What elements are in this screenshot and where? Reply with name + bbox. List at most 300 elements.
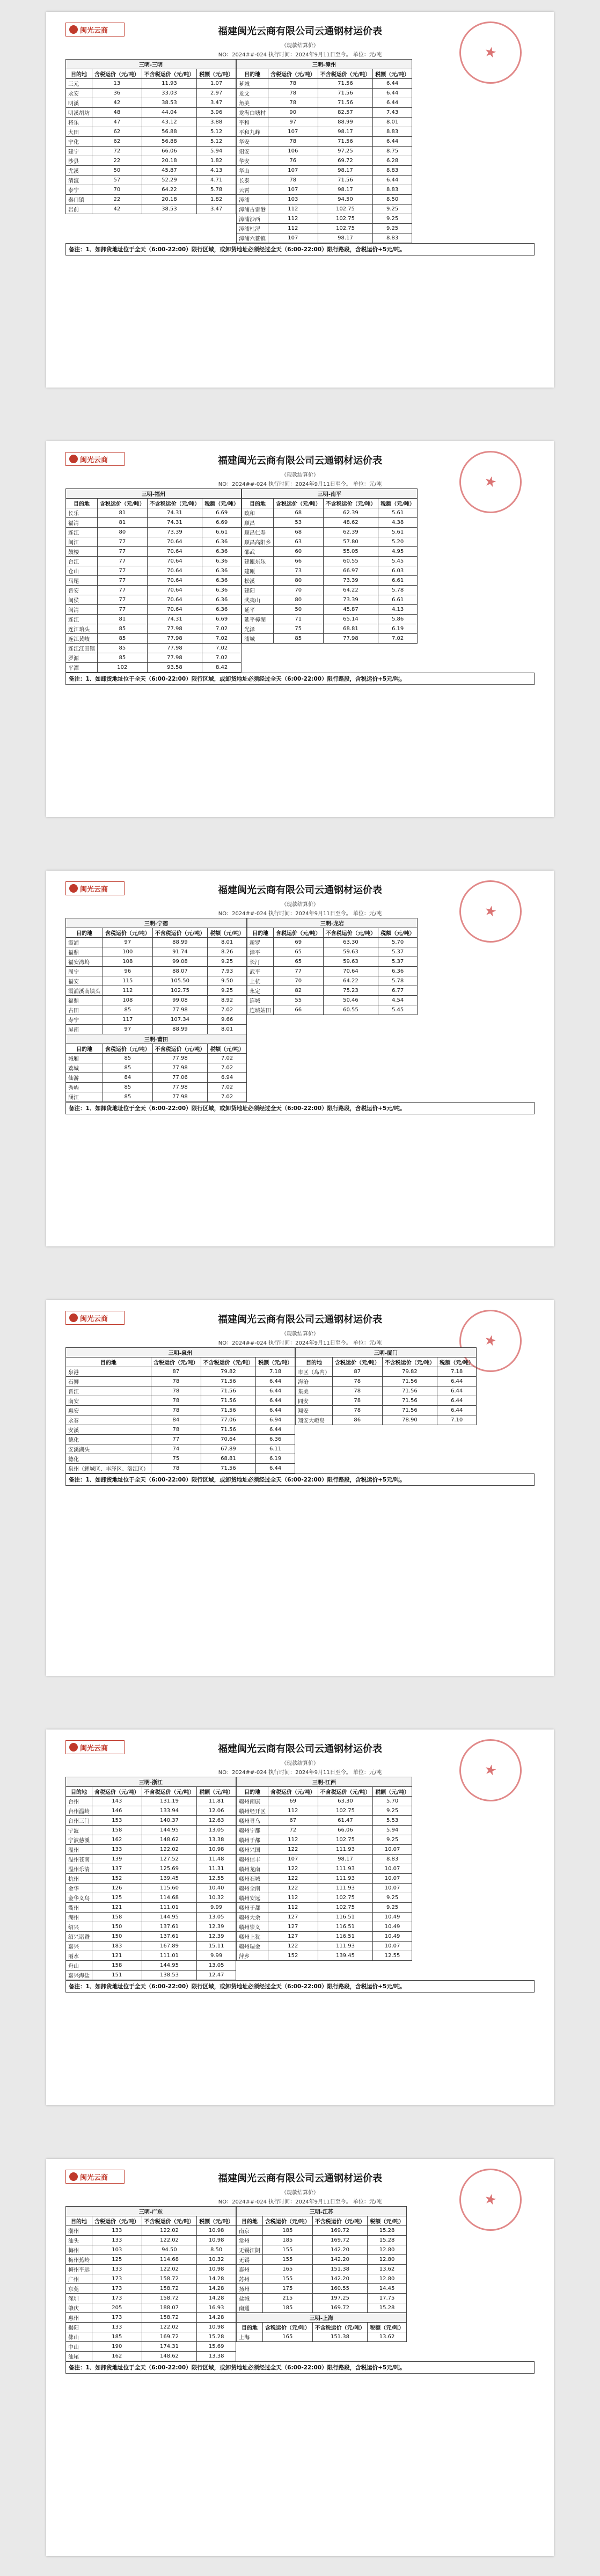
rate-cell: 9.25 bbox=[208, 957, 247, 967]
rate-cell: 85 bbox=[98, 634, 148, 644]
destination-cell: 赣州瑞金 bbox=[236, 1942, 268, 1951]
rate-cell: 146 bbox=[92, 1806, 142, 1816]
rate-cell: 77.98 bbox=[152, 1063, 208, 1073]
rate-cell: 57.80 bbox=[323, 537, 378, 547]
table-row bbox=[66, 1951, 236, 1961]
table-row bbox=[242, 586, 417, 595]
table-row bbox=[236, 137, 412, 147]
rate-cell: 60.55 bbox=[323, 1005, 378, 1015]
table-row bbox=[66, 2352, 236, 2361]
rate-table-left bbox=[65, 488, 242, 673]
table-row bbox=[236, 1806, 412, 1816]
rate-cell: 71.56 bbox=[382, 1406, 437, 1415]
table-row bbox=[236, 185, 412, 195]
rate-cell: 10.98 bbox=[197, 2226, 236, 2236]
rate-table-left bbox=[65, 918, 247, 1102]
rate-sheet-page bbox=[46, 441, 554, 817]
destination-cell: 台江 bbox=[66, 557, 98, 566]
rate-cell: 174.31 bbox=[142, 2342, 197, 2352]
header-row bbox=[66, 69, 236, 79]
rate-cell: 93.58 bbox=[147, 663, 202, 673]
rate-cell: 70.64 bbox=[147, 537, 202, 547]
rate-cell: 144.95 bbox=[142, 1826, 197, 1835]
rate-cell: 98.17 bbox=[318, 1855, 373, 1864]
rate-cell: 68.81 bbox=[201, 1454, 256, 1464]
destination-cell: 衢州 bbox=[66, 1903, 92, 1913]
rate-cell: 122 bbox=[268, 1884, 318, 1893]
destination-cell: 华安 bbox=[236, 156, 268, 166]
rate-cell: 82.57 bbox=[318, 108, 373, 118]
destination-cell: 岩前 bbox=[66, 205, 92, 214]
rate-cell: 142.20 bbox=[312, 2255, 368, 2265]
rate-cell: 10.32 bbox=[197, 2255, 236, 2265]
destination-cell: 漳浦沙西 bbox=[236, 214, 268, 224]
rate-cell: 68 bbox=[273, 508, 323, 518]
column-header: 含税运价（元/吨） bbox=[103, 1044, 153, 1054]
rate-cell: 16.93 bbox=[197, 2303, 236, 2313]
rate-cell: 68.81 bbox=[323, 624, 378, 634]
rate-cell: 64.22 bbox=[323, 586, 378, 595]
rate-cell: 6.11 bbox=[256, 1444, 295, 1454]
logo-text: 闽光云商 bbox=[80, 26, 108, 35]
doc-label: （现款结算价） bbox=[281, 1761, 319, 1767]
rate-cell: 6.28 bbox=[373, 156, 412, 166]
column-header: 税额（元/吨） bbox=[368, 2216, 407, 2226]
rate-cell: 150 bbox=[92, 1922, 142, 1932]
column-header: 不含税运价（元/吨） bbox=[382, 1358, 437, 1367]
destination-cell: 平和九峰 bbox=[236, 127, 268, 137]
rate-cell: 10.07 bbox=[373, 1884, 412, 1893]
rate-cell: 85 bbox=[98, 644, 148, 653]
destination-cell: 佛山 bbox=[66, 2332, 92, 2342]
rate-cell: 70.64 bbox=[147, 595, 202, 605]
table-row bbox=[236, 89, 412, 98]
rate-cell: 11.31 bbox=[197, 1864, 236, 1874]
destination-cell: 宁波慈溪 bbox=[66, 1835, 92, 1845]
table-row bbox=[66, 634, 242, 644]
rate-cell: 20.18 bbox=[142, 195, 197, 205]
rate-cell: 70.64 bbox=[147, 586, 202, 595]
table-row bbox=[66, 89, 236, 98]
table-row bbox=[242, 624, 417, 634]
rate-cell: 6.44 bbox=[373, 137, 412, 147]
destination-cell: 无锡 bbox=[236, 2255, 262, 2265]
rate-cell: 74.31 bbox=[147, 615, 202, 624]
rate-cell: 169.72 bbox=[142, 2332, 197, 2342]
table-row bbox=[242, 508, 417, 518]
rate-cell: 140.37 bbox=[142, 1816, 197, 1826]
rate-cell: 3.96 bbox=[197, 108, 236, 118]
destination-cell: 秦口镇 bbox=[66, 195, 92, 205]
table-row bbox=[66, 663, 242, 673]
table-row bbox=[66, 1806, 236, 1816]
rate-cell: 48.62 bbox=[323, 518, 378, 528]
rate-cell: 107.34 bbox=[152, 1015, 208, 1025]
table-row bbox=[66, 547, 242, 557]
destination-cell: 肇庆 bbox=[66, 2303, 92, 2313]
rate-cell: 102.75 bbox=[318, 1806, 373, 1816]
column-header: 目的地 bbox=[236, 1787, 268, 1797]
destination-cell: 顺昌高阳乡 bbox=[242, 537, 273, 547]
rate-cell: 173 bbox=[92, 2284, 142, 2294]
table-row bbox=[236, 2265, 406, 2274]
rate-cell: 4.95 bbox=[378, 547, 418, 557]
table-row bbox=[66, 1005, 247, 1015]
table-row bbox=[66, 586, 242, 595]
table-row bbox=[66, 1444, 295, 1454]
rate-cell: 59.63 bbox=[323, 947, 378, 957]
rate-cell: 112 bbox=[268, 224, 318, 233]
table-row bbox=[236, 1932, 412, 1942]
column-header: 不含税运价（元/吨） bbox=[142, 2216, 197, 2226]
rate-cell: 63 bbox=[273, 537, 323, 547]
rate-cell: 6.36 bbox=[202, 576, 242, 586]
column-header: 含税运价（元/吨） bbox=[98, 499, 148, 508]
rate-cell: 71.56 bbox=[318, 137, 373, 147]
destination-cell: 龙文 bbox=[236, 89, 268, 98]
rate-cell: 8.01 bbox=[373, 118, 412, 127]
table-row bbox=[66, 1377, 295, 1386]
table-row bbox=[66, 605, 242, 615]
column-header: 含税运价（元/吨） bbox=[92, 2216, 142, 2226]
destination-cell: 泰宁 bbox=[66, 185, 92, 195]
region-title: 三明-浙江 bbox=[66, 1777, 236, 1787]
doc-label: （现款结算价） bbox=[281, 43, 319, 49]
rate-table-right bbox=[295, 1347, 477, 1425]
destination-cell: 上海 bbox=[236, 2332, 262, 2342]
destination-cell: 赣州龙南 bbox=[236, 1864, 268, 1874]
column-header: 税额（元/吨） bbox=[373, 69, 412, 79]
table-row bbox=[66, 1454, 295, 1464]
destination-cell: 同安 bbox=[295, 1396, 332, 1406]
rate-cell: 78 bbox=[268, 176, 318, 185]
rate-cell: 121 bbox=[92, 1951, 142, 1961]
rate-cell: 108 bbox=[103, 957, 153, 967]
table-row bbox=[66, 1092, 247, 1102]
rate-cell: 7.18 bbox=[256, 1367, 295, 1377]
rate-cell: 77.98 bbox=[147, 624, 202, 634]
table-row bbox=[66, 118, 236, 127]
rate-cell: 6.36 bbox=[378, 967, 418, 976]
table-row bbox=[236, 224, 412, 233]
rate-cell: 7.02 bbox=[208, 1063, 247, 1073]
rate-cell: 133 bbox=[92, 2323, 142, 2332]
table-row bbox=[236, 1855, 412, 1864]
rate-cell: 81 bbox=[98, 508, 148, 518]
table-row bbox=[66, 195, 236, 205]
rate-cell: 5.12 bbox=[197, 137, 236, 147]
destination-cell: 云霄 bbox=[236, 185, 268, 195]
rate-cell: 6.94 bbox=[208, 1073, 247, 1083]
rate-cell: 78.90 bbox=[382, 1415, 437, 1425]
rate-cell: 78 bbox=[151, 1386, 201, 1396]
table-row bbox=[66, 986, 247, 996]
rate-cell: 69 bbox=[273, 938, 323, 947]
destination-cell: 湖州 bbox=[66, 1913, 92, 1922]
destination-cell: 连城姑田 bbox=[247, 1005, 273, 1015]
seal-star-icon: ★ bbox=[482, 1331, 499, 1351]
destination-cell: 盐城 bbox=[236, 2294, 262, 2303]
rate-cell: 66.06 bbox=[318, 1826, 373, 1835]
rate-cell: 6.44 bbox=[373, 98, 412, 108]
destination-cell: 福清 bbox=[66, 518, 98, 528]
rate-cell: 215 bbox=[262, 2294, 312, 2303]
table-row bbox=[242, 605, 417, 615]
rate-cell: 77 bbox=[273, 967, 323, 976]
region-caption-row bbox=[247, 918, 417, 928]
rate-cell: 155 bbox=[262, 2255, 312, 2265]
rate-cell: 5.45 bbox=[378, 557, 418, 566]
rate-cell: 42 bbox=[92, 98, 142, 108]
rate-cell: 68 bbox=[273, 528, 323, 537]
rate-cell: 59.63 bbox=[323, 957, 378, 967]
destination-cell: 闽侯 bbox=[66, 595, 98, 605]
destination-cell: 沙县 bbox=[66, 156, 92, 166]
rate-cell: 57 bbox=[92, 176, 142, 185]
column-header: 不含税运价（元/吨） bbox=[142, 1787, 197, 1797]
rate-cell: 6.44 bbox=[437, 1386, 477, 1396]
table-row bbox=[66, 2274, 236, 2284]
region-caption-row bbox=[236, 60, 412, 69]
rate-cell: 9.99 bbox=[197, 1951, 236, 1961]
rate-cell: 42 bbox=[92, 205, 142, 214]
table-row bbox=[66, 976, 247, 986]
table-row bbox=[242, 634, 417, 644]
rate-cell: 12.39 bbox=[197, 1932, 236, 1942]
rate-cell: 7.10 bbox=[437, 1415, 477, 1425]
rate-cell: 139.45 bbox=[318, 1951, 373, 1961]
rate-cell: 12.63 bbox=[197, 1816, 236, 1826]
table-row bbox=[66, 1845, 236, 1855]
destination-cell: 建阳 bbox=[242, 586, 273, 595]
table-row bbox=[66, 653, 242, 663]
rate-cell: 22 bbox=[92, 156, 142, 166]
rate-cell: 17.75 bbox=[368, 2294, 407, 2303]
destination-cell: 温州乐清 bbox=[66, 1864, 92, 1874]
destination-cell: 古田 bbox=[66, 1005, 103, 1015]
rate-cell: 78 bbox=[268, 98, 318, 108]
rate-cell: 78 bbox=[151, 1464, 201, 1473]
table-row bbox=[66, 1073, 247, 1083]
tables-wrap bbox=[65, 488, 535, 673]
rate-cell: 47 bbox=[92, 118, 142, 127]
column-header: 不含税运价（元/吨） bbox=[318, 1787, 373, 1797]
destination-cell: 晋安 bbox=[66, 586, 98, 595]
table-row bbox=[66, 1864, 236, 1874]
header-row bbox=[66, 1358, 295, 1367]
column-header: 目的地 bbox=[66, 1358, 151, 1367]
logo-text: 闽光云商 bbox=[80, 2173, 108, 2182]
rate-cell: 144.95 bbox=[142, 1913, 197, 1922]
destination-cell: 浦城 bbox=[242, 634, 273, 644]
table-row bbox=[66, 1884, 236, 1893]
rate-cell: 85 bbox=[103, 1092, 153, 1102]
rate-cell: 8.83 bbox=[373, 233, 412, 243]
rate-cell: 75 bbox=[151, 1454, 201, 1464]
rate-cell: 8.75 bbox=[373, 147, 412, 156]
destination-cell: 南通 bbox=[236, 2303, 262, 2313]
table-row bbox=[66, 1826, 236, 1835]
rate-cell: 85 bbox=[273, 634, 323, 644]
destination-cell: 平和 bbox=[236, 118, 268, 127]
rate-cell: 7.02 bbox=[202, 634, 242, 644]
rate-cell: 62.39 bbox=[323, 528, 378, 537]
rate-cell: 38.53 bbox=[142, 98, 197, 108]
rate-cell: 126 bbox=[92, 1884, 142, 1893]
destination-cell: 城厢 bbox=[66, 1054, 103, 1063]
destination-cell: 长乐 bbox=[66, 508, 98, 518]
header-row bbox=[236, 2323, 406, 2332]
destination-cell: 石狮 bbox=[66, 1377, 151, 1386]
table-row bbox=[66, 2303, 236, 2313]
destination-cell: 海沧 bbox=[295, 1377, 332, 1386]
rate-cell: 162 bbox=[92, 1835, 142, 1845]
rate-cell: 71.56 bbox=[201, 1425, 256, 1435]
destination-cell: 福鼎 bbox=[66, 947, 103, 957]
rate-cell: 38.53 bbox=[142, 205, 197, 214]
destination-cell: 角美 bbox=[236, 98, 268, 108]
rate-cell: 8.83 bbox=[373, 166, 412, 176]
rate-cell: 112 bbox=[268, 205, 318, 214]
rate-cell: 6.03 bbox=[378, 566, 418, 576]
destination-cell: 漳平 bbox=[247, 947, 273, 957]
table-row bbox=[295, 1377, 476, 1386]
table-row bbox=[66, 108, 236, 118]
doc-label: （现款结算价） bbox=[281, 472, 319, 478]
rate-cell: 5.94 bbox=[197, 147, 236, 156]
table-row bbox=[66, 2313, 236, 2323]
rate-cell: 6.61 bbox=[378, 576, 418, 586]
rate-cell: 65 bbox=[273, 957, 323, 967]
rate-cell: 6.36 bbox=[256, 1435, 295, 1444]
rate-cell: 3.47 bbox=[197, 205, 236, 214]
region-title: 三明-厦门 bbox=[295, 1348, 476, 1358]
destination-cell: 马尾 bbox=[66, 576, 98, 586]
rate-sheet-page bbox=[46, 1300, 554, 1676]
table-row bbox=[247, 1005, 417, 1015]
table-row bbox=[242, 547, 417, 557]
rate-cell: 76 bbox=[268, 156, 318, 166]
rate-cell: 6.61 bbox=[378, 595, 418, 605]
rate-cell: 70.64 bbox=[147, 566, 202, 576]
seal-star-icon: ★ bbox=[482, 902, 499, 921]
rate-cell: 7.02 bbox=[208, 1054, 247, 1063]
rate-cell: 148.62 bbox=[142, 2352, 197, 2361]
table-row bbox=[242, 566, 417, 576]
rate-cell: 6.44 bbox=[373, 176, 412, 185]
rate-cell: 73 bbox=[273, 566, 323, 576]
column-header: 目的地 bbox=[66, 499, 98, 508]
table-row bbox=[295, 1396, 476, 1406]
destination-cell: 集美 bbox=[295, 1386, 332, 1396]
rate-cell: 5.61 bbox=[378, 508, 418, 518]
rate-cell: 13.62 bbox=[368, 2332, 407, 2342]
region-caption-row bbox=[295, 1348, 476, 1358]
rate-cell: 122.02 bbox=[142, 2236, 197, 2245]
doc-number: NO：2024##-024 执行时间：2024年9月11日至今。 单位：元/吨 bbox=[218, 52, 382, 58]
region-title: 三明-三明 bbox=[66, 60, 236, 69]
rate-cell: 11.48 bbox=[197, 1855, 236, 1864]
rate-cell: 53 bbox=[273, 518, 323, 528]
rate-cell: 116.51 bbox=[318, 1922, 373, 1932]
table-row bbox=[66, 1893, 236, 1903]
table-row bbox=[236, 156, 412, 166]
remark-note: 备注：1、如卸货地址位于全天（6:00-22:00）限行区域，或卸货地址必须经过全天（6:00-22:00）限行路段，含税运价+5元/吨。 bbox=[65, 243, 535, 256]
table-row bbox=[66, 938, 247, 947]
destination-cell: 深圳 bbox=[66, 2294, 92, 2303]
rate-cell: 6.44 bbox=[256, 1425, 295, 1435]
rate-cell: 79.82 bbox=[382, 1367, 437, 1377]
region-title: 三明-南平 bbox=[242, 489, 417, 499]
table-row bbox=[66, 1083, 247, 1092]
rate-cell: 10.40 bbox=[197, 1884, 236, 1893]
column-header: 目的地 bbox=[66, 1044, 103, 1054]
rate-cell: 12.06 bbox=[197, 1806, 236, 1816]
rate-cell: 6.36 bbox=[202, 547, 242, 557]
rate-cell: 70.64 bbox=[147, 557, 202, 566]
logo-text: 闽光云商 bbox=[80, 885, 108, 894]
column-header: 目的地 bbox=[236, 2323, 262, 2332]
table-row bbox=[247, 947, 417, 957]
rate-cell: 55.05 bbox=[323, 547, 378, 557]
header-row bbox=[295, 1358, 476, 1367]
rate-cell: 5.20 bbox=[378, 537, 418, 547]
column-header: 税额（元/吨） bbox=[378, 928, 418, 938]
rate-cell: 158.72 bbox=[142, 2274, 197, 2284]
rate-cell: 122.02 bbox=[142, 2265, 197, 2274]
destination-cell: 宁化 bbox=[66, 137, 92, 147]
rate-cell: 2.97 bbox=[197, 89, 236, 98]
column-header: 含税运价（元/吨） bbox=[268, 69, 318, 79]
table-row bbox=[66, 185, 236, 195]
table-row bbox=[236, 118, 412, 127]
destination-cell: 梅州平远 bbox=[66, 2265, 92, 2274]
destination-cell: 绍兴诸暨 bbox=[66, 1932, 92, 1942]
destination-cell: 泉港 bbox=[66, 1367, 151, 1377]
rate-cell: 61.47 bbox=[318, 1816, 373, 1826]
table-row bbox=[247, 967, 417, 976]
rate-cell: 127 bbox=[268, 1913, 318, 1922]
column-header: 含税运价（元/吨） bbox=[103, 928, 153, 938]
destination-cell: 三元 bbox=[66, 79, 92, 89]
rate-cell: 8.26 bbox=[208, 947, 247, 957]
destination-cell: 梅州蕉岭 bbox=[66, 2255, 92, 2265]
column-header: 税额（元/吨） bbox=[197, 69, 236, 79]
destination-cell: 连江 bbox=[66, 528, 98, 537]
table-row bbox=[236, 98, 412, 108]
rate-cell: 7.18 bbox=[437, 1367, 477, 1377]
rate-cell: 148.62 bbox=[142, 1835, 197, 1845]
rate-cell: 102.75 bbox=[318, 1903, 373, 1913]
destination-cell: 东莞 bbox=[66, 2284, 92, 2294]
table-row bbox=[66, 1816, 236, 1826]
destination-cell: 罗源 bbox=[66, 653, 98, 663]
destination-cell: 武平 bbox=[247, 967, 273, 976]
rate-cell: 5.94 bbox=[373, 1826, 412, 1835]
rate-cell: 108 bbox=[103, 996, 153, 1005]
rate-cell: 165 bbox=[262, 2332, 312, 2342]
column-header: 税额（元/吨） bbox=[368, 2323, 407, 2332]
rate-cell: 10.07 bbox=[373, 1845, 412, 1855]
rate-cell: 10.07 bbox=[373, 1864, 412, 1874]
rate-cell: 60 bbox=[273, 547, 323, 557]
rate-cell: 138.53 bbox=[142, 1971, 197, 1980]
rate-cell: 12.80 bbox=[368, 2245, 407, 2255]
rate-cell: 50 bbox=[92, 166, 142, 176]
destination-cell: 华山 bbox=[236, 166, 268, 176]
rate-cell: 87 bbox=[332, 1367, 382, 1377]
region-title: 三明-莆田 bbox=[66, 1034, 247, 1044]
